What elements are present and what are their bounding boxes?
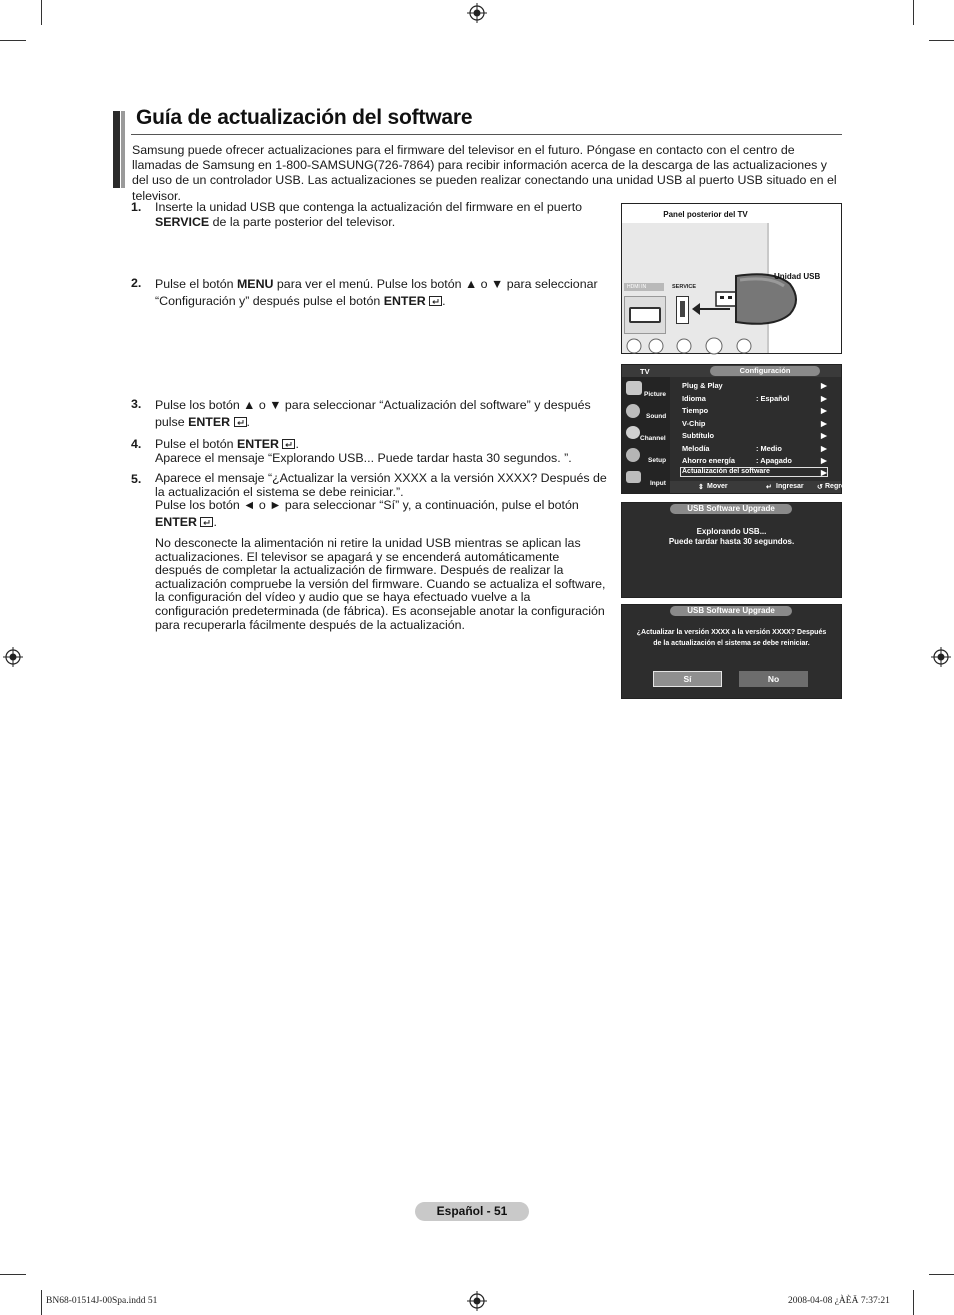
menu-title: Configuración xyxy=(710,366,820,376)
step-3-text xyxy=(155,397,605,431)
menu-item-value: : Medio xyxy=(756,443,782,453)
title-accent-bar xyxy=(113,111,120,188)
crop-mark xyxy=(913,0,914,25)
step-keyword: ENTER xyxy=(188,415,231,429)
menu-sidebar xyxy=(622,377,670,493)
yes-button[interactable]: Sí xyxy=(653,671,722,687)
step-text-part: Pulse el botón xyxy=(155,277,237,291)
confirm-message-1: ¿Actualizar la versión XXXX a la versión XXXX? Después xyxy=(636,629,827,636)
dialog-title: USB Software Upgrade xyxy=(670,504,792,514)
dialog-title: USB Software Upgrade xyxy=(670,606,792,616)
hdmi-label: HDMI IN xyxy=(624,283,664,291)
menu-footer xyxy=(670,481,856,493)
usb-scan-screen xyxy=(621,502,842,598)
sidebar-item-picture[interactable]: Picture xyxy=(644,391,667,398)
step-keyword: ENTER xyxy=(155,514,197,529)
step-number: 2. xyxy=(131,276,142,290)
step-keyword: MENU xyxy=(236,277,274,291)
crop-mark xyxy=(929,1274,954,1275)
step-text-part: Pulse los botón ▲ o ▼ para seleccionar “Actualización del software” y después pulse xyxy=(155,398,591,429)
step-5-text xyxy=(155,472,610,529)
setup-menu-screen xyxy=(621,364,856,494)
arrow-right-icon: ▶ xyxy=(821,431,827,440)
rear-panel-figure xyxy=(621,203,842,354)
registration-mark-icon xyxy=(3,647,23,667)
warning-note: No desconecte la alimentación ni retire la unidad USB mientras se aplican las actualizaciones. El televisor se apagará y se encenderá automáticamente después de completar la actualización de firmware. Después de realizar la actualización compruebe la versión del firmware. Cuando se actualiza el software, la configuración del vídeo y audio que se haya efectuado vuelve a la configuración predeterminada (de fábrica). Es aconsejable anotar la configuración para recuperarla fácilmente después de la actualización. xyxy=(155,536,606,632)
menu-item-label[interactable]: Idioma xyxy=(682,393,706,403)
crop-mark xyxy=(0,40,26,41)
step-number: 3. xyxy=(131,397,142,411)
step-text-part: Aparece el mensaje “Explorando USB... Puede tardar hasta 30 segundos. ”. xyxy=(155,451,572,465)
enter-icon xyxy=(429,296,442,306)
tv-label: TV xyxy=(640,367,650,376)
title-divider xyxy=(131,134,842,135)
menu-item-label: Actualización del software xyxy=(682,468,770,475)
arrow-right-icon: ▶ xyxy=(821,418,827,428)
footer-timestamp: 2008-04-08 ¿ÀÈÄ 7:37:21 xyxy=(788,1296,890,1306)
page-title: Guía de actualización del software xyxy=(136,106,473,129)
step-keyword: ENTER xyxy=(383,294,426,308)
step-keyword: ENTER xyxy=(236,437,279,451)
move-hint: Mover xyxy=(707,483,728,490)
step-number: 4. xyxy=(131,437,142,451)
step-text-part: de la parte posterior del televisor. xyxy=(209,215,396,229)
usb-drive-label: Unidad USB xyxy=(774,272,821,281)
sidebar-item-channel[interactable]: Channel xyxy=(640,435,666,442)
sound-icon[interactable] xyxy=(626,404,640,418)
step-text-part: Pulse el botón xyxy=(155,437,237,451)
return-hint: Regresar xyxy=(825,483,856,490)
step-text-part: . xyxy=(246,415,250,429)
move-icon: ⇕ xyxy=(698,484,704,491)
step-text-part: Inserte la unidad USB que contenga la actualización del firmware en el puerto xyxy=(155,200,583,214)
enter-icon: ↵ xyxy=(766,484,772,491)
menu-item-selected[interactable] xyxy=(680,467,828,477)
menu-item-value: : Apagado xyxy=(756,456,792,465)
intro-paragraph: Samsung puede ofrecer actualizaciones para el firmware del televisor en el futuro. Póngase en contacto con el centro de llamadas de Samsung en 1-800-SAMSUNG(726-7864) para recibir información acerca de la descarga de las actualizaciones y del uso de un controlador USB. Las actualizaciones se pueden realizar conectando una unidad USB al puerto USB situado en el televisor. xyxy=(132,143,837,203)
arrow-right-icon: ▶ xyxy=(821,456,827,465)
no-button[interactable]: No xyxy=(739,671,808,687)
menu-item-label[interactable]: Plug & Play xyxy=(682,381,723,390)
step-text-part: Aparece el mensaje “¿Actualizar la versión XXXX a la versión XXXX? Después de la actualización el sistema se debe reiniciar.”. xyxy=(155,471,607,499)
sidebar-item-input[interactable]: Input xyxy=(650,480,666,487)
crop-mark xyxy=(913,1290,914,1315)
page-number: Español - 51 xyxy=(415,1202,529,1221)
step-number: 1. xyxy=(131,200,142,214)
registration-mark-icon xyxy=(467,3,487,23)
channel-icon[interactable] xyxy=(626,426,640,439)
menu-item-value: : Español xyxy=(756,393,790,403)
setup-gear-icon[interactable] xyxy=(626,448,640,462)
crop-mark xyxy=(41,1290,42,1315)
usb-service-port xyxy=(676,296,689,324)
input-icon[interactable] xyxy=(626,471,641,483)
sidebar-item-setup[interactable]: Setup xyxy=(648,457,667,464)
crop-mark xyxy=(41,0,42,25)
confirm-message-2: de la actualización el sistema se debe reiniciar. xyxy=(653,640,810,647)
menu-list xyxy=(680,381,830,481)
enter-icon xyxy=(234,417,247,427)
step-1-text xyxy=(155,200,600,230)
registration-mark-icon xyxy=(467,1291,487,1311)
step-text-part: . xyxy=(213,514,217,529)
step-2-text xyxy=(155,276,610,310)
scan-message-1: Explorando USB... xyxy=(696,527,767,536)
step-4-text xyxy=(155,437,610,465)
menu-item-label[interactable]: Tiempo xyxy=(682,406,709,415)
arrow-right-icon: ▶ xyxy=(821,393,827,403)
av-jacks-icon xyxy=(624,334,764,352)
menu-item-label[interactable]: V-Chip xyxy=(682,418,706,428)
arrow-right-icon: ▶ xyxy=(821,468,827,477)
step-text-part: . xyxy=(295,437,299,451)
step-number: 5. xyxy=(131,472,142,486)
step-text-part: . xyxy=(442,294,446,308)
enter-hint: Ingresar xyxy=(776,483,804,490)
menu-item-label[interactable]: Subtítulo xyxy=(682,431,715,440)
picture-icon[interactable] xyxy=(626,381,642,395)
crop-mark xyxy=(0,1274,26,1275)
arrow-right-icon: ▶ xyxy=(821,381,827,390)
scan-message-2: Puede tardar hasta 30 segundos. xyxy=(668,537,795,546)
menu-item-label[interactable]: Ahorro energía xyxy=(682,456,735,465)
enter-icon xyxy=(200,517,213,527)
step-text-part: Pulse los botón ◄ o ► para seleccionar “Sí” y, a continuación, pulse el botón xyxy=(155,498,579,513)
registration-mark-icon xyxy=(931,647,951,667)
arrow-right-icon: ▶ xyxy=(821,406,827,415)
step-text-part: para ver el menú. Pulse los botón ▲ o ▼ para seleccionar “Configuración y” después pulse el botón xyxy=(155,277,598,308)
arrow-right-icon: ▶ xyxy=(821,443,827,453)
crop-mark xyxy=(929,40,954,41)
footer-filename: BN68-01514J-00Spa.indd 51 xyxy=(46,1296,158,1306)
title-accent-bar xyxy=(121,111,125,188)
step-keyword: SERVICE xyxy=(155,215,210,229)
rear-panel-label: Panel posterior del TV xyxy=(663,210,748,219)
return-icon: ↺ xyxy=(817,484,823,491)
update-confirm-screen xyxy=(621,604,842,699)
menu-item-label[interactable]: Melodía xyxy=(682,443,710,453)
enter-icon xyxy=(282,439,295,449)
sidebar-item-sound[interactable]: Sound xyxy=(646,413,667,420)
hdmi-port xyxy=(624,296,666,334)
service-label: SERVICE xyxy=(672,284,697,290)
